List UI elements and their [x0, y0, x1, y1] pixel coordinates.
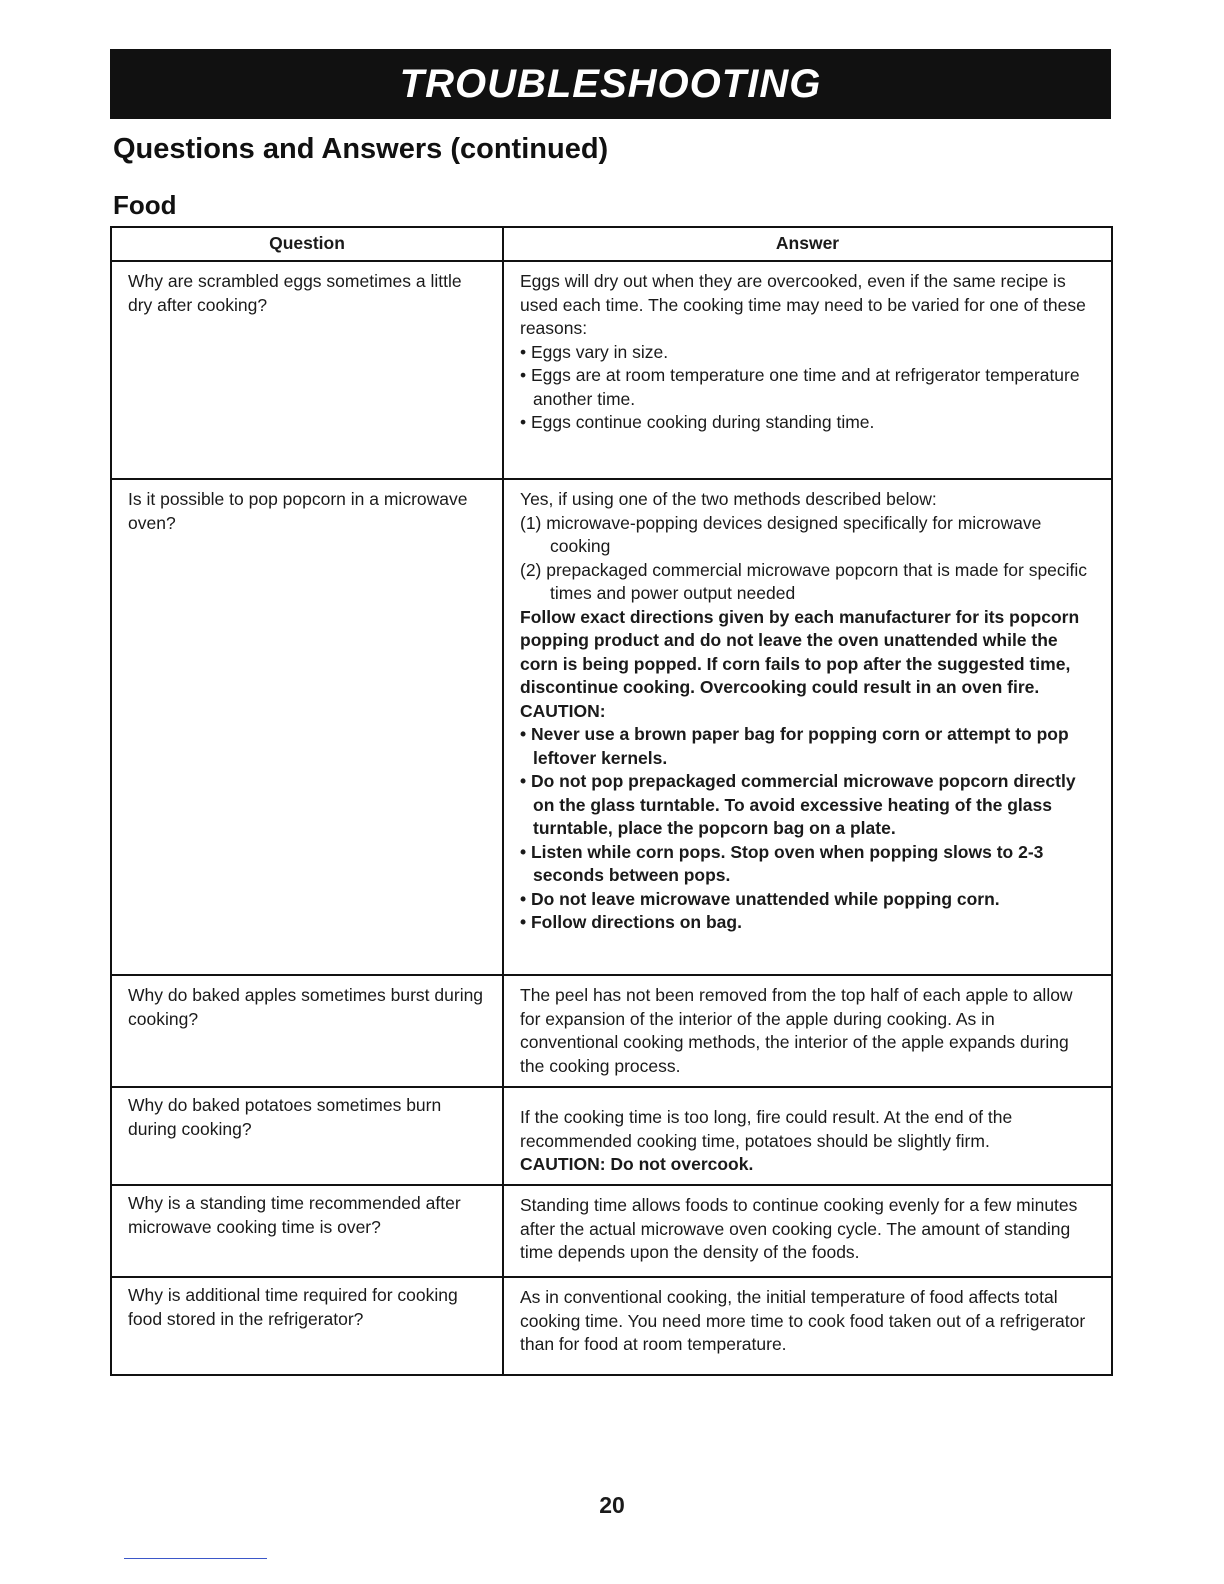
question-cell: Is it possible to pop popcorn in a microwave oven?: [111, 479, 503, 975]
answer-bullet: • Eggs are at room temperature one time and at refrigerator temperature another time.: [520, 365, 1080, 409]
answer-text: Yes, if using one of the two methods described below:: [520, 489, 937, 509]
answer-text: Standing time allows foods to continue cooking evenly for a few minutes after the actual microwave oven cooking cycle. The amount of standing time depends upon the density of the foods.: [520, 1195, 1078, 1262]
section-title: Questions and Answers (continued): [113, 133, 609, 165]
answer-bold-bullet: • Do not leave microwave unattended while popping corn.: [520, 888, 1000, 909]
answer-bold-text: CAUTION:: [520, 700, 606, 721]
answer-text: Eggs will dry out when they are overcooked, even if the same recipe is used each time. The cooking time may need to be varied for one of these reasons:: [520, 271, 1086, 338]
table-row: [111, 1087, 1112, 1185]
table-row: [111, 1277, 1112, 1375]
table-row: [111, 975, 1112, 1087]
question-cell: Why is additional time required for cooking food stored in the refrigerator?: [111, 1277, 503, 1375]
answer-cell: [503, 261, 1112, 479]
answer-cell: [503, 1185, 1112, 1277]
question-cell: Why are scrambled eggs sometimes a little dry after cooking?: [111, 261, 503, 479]
answer-cell: [503, 1087, 1112, 1185]
answer-cell: [503, 975, 1112, 1087]
food-qa-table: [110, 226, 1113, 1376]
table-row: [111, 261, 1112, 479]
table-row: [111, 479, 1112, 975]
table-row: [111, 1185, 1112, 1277]
question-column-header: Question: [111, 227, 503, 261]
answer-cell: [503, 479, 1112, 975]
answer-bullet: • Eggs continue cooking during standing time.: [520, 412, 875, 432]
troubleshooting-banner: [110, 49, 1111, 119]
banner-title: TROUBLESHOOTING: [399, 61, 822, 106]
answer-numbered-item: (1) microwave-popping devices designed specifically for microwave cooking: [520, 512, 1042, 556]
answer-text: The peel has not been removed from the top half of each apple to allow for expansion of the interior of the apple during cooking. As in conventional cooking methods, the interior of the apple expands during the cooking process.: [520, 985, 1073, 1076]
subsection-title: Food: [113, 190, 177, 220]
answer-bullet: • Eggs vary in size.: [520, 341, 669, 362]
table-body: [111, 261, 1112, 1375]
answer-bold-bullet: • Follow directions on bag.: [520, 912, 742, 932]
answer-bold-bullet: • Listen while corn pops. Stop oven when popping slows to 2-3 seconds between pops.: [520, 841, 1044, 885]
answer-bold-bullet: • Do not pop prepackaged commercial microwave popcorn directly on the glass turntable. To avoid excessive heating of the glass turntable, place the popcorn bag on a plate.: [520, 771, 1076, 838]
answer-text: As in conventional cooking, the initial temperature of food affects total cooking time. You need more time to cook food taken out of a refrigerator than for food at room temperature.: [520, 1287, 1086, 1354]
footer-rule: [124, 1558, 267, 1559]
question-cell: Why do baked potatoes sometimes burn during cooking?: [111, 1087, 503, 1185]
question-cell: Why is a standing time recommended after microwave cooking time is over?: [111, 1185, 503, 1277]
question-cell: Why do baked apples sometimes burst during cooking?: [111, 975, 503, 1087]
answer-bold-text: CAUTION: Do not overcook.: [520, 1154, 754, 1174]
answer-column-header: Answer: [503, 227, 1112, 261]
page-number: 20: [599, 1492, 625, 1518]
answer-text: If the cooking time is too long, fire could result. At the end of the recommended cooking time, potatoes should be slightly firm.: [520, 1107, 1013, 1151]
answer-numbered-item: (2) prepackaged commercial microwave popcorn that is made for specific times and power output needed: [520, 559, 1088, 603]
answer-bold-bullet: • Never use a brown paper bag for popping corn or attempt to pop leftover kernels.: [520, 724, 1069, 768]
answer-bold-text: Follow exact directions given by each manufacturer for its popcorn popping product and do not leave the oven unattended while the corn is being popped. If corn fails to pop after the suggested time, discontinue cooking. Overcooking could result in an oven fire.: [520, 606, 1080, 697]
answer-cell: [503, 1277, 1112, 1375]
table-header-row: [111, 227, 1112, 261]
